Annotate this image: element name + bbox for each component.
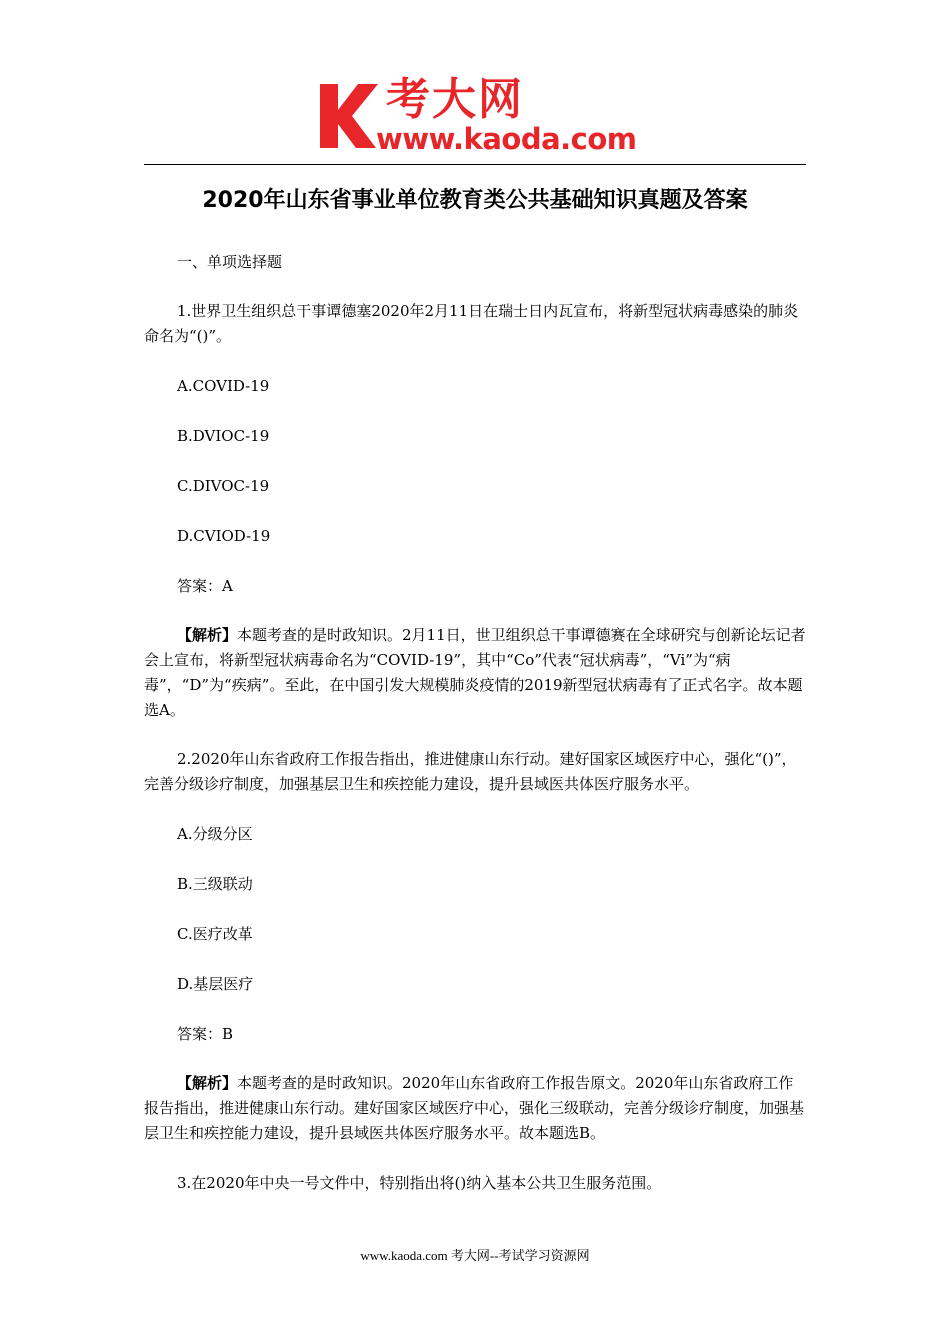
question-1-answer: 答案：A <box>177 577 233 595</box>
question-1-option-a: A.COVID-19 <box>177 377 270 395</box>
question-3-stem: 3.在2020年中央一号文件中，特别指出将()纳入基本公共卫生服务范围。 <box>177 1174 662 1192</box>
analysis-text: 本题考查的是时政知识。2020年山东省政府工作报告原文。2020年山东省政府工作报告指出，推进健康山东行动。建好国家区域医疗中心，强化三级联动，完善分级诊疗制度，加强基层卫生和疾控能力建设，提升县域医共体医疗服务水平。故本题选B。 <box>144 1074 805 1142</box>
question-2-option-c: C.医疗改革 <box>177 925 253 943</box>
question-1-option-c: C.DIVOC-19 <box>177 477 270 495</box>
question-2-option-a: A.分级分区 <box>177 825 253 843</box>
question-1-option-d: D.CVIOD-19 <box>177 527 271 545</box>
question-2-answer: 答案：B <box>177 1025 234 1043</box>
kaoda-logo <box>316 74 646 158</box>
section-heading: 一、单项选择题 <box>177 253 283 271</box>
analysis-tag: 【解析】 <box>177 1074 238 1092</box>
logo-text-cn: 考大网 <box>386 74 524 125</box>
question-2-option-d: D.基层医疗 <box>177 975 254 993</box>
question-2-analysis <box>144 1071 806 1146</box>
logo-url: www.kaoda.com <box>376 122 637 156</box>
analysis-tag: 【解析】 <box>177 626 238 644</box>
question-2-option-b: B.三级联动 <box>177 875 253 893</box>
question-1-analysis <box>144 623 806 723</box>
header-divider <box>144 164 806 165</box>
question-1-option-b: B.DVIOC-19 <box>177 427 270 445</box>
question-2-stem: 2.2020年山东省政府工作报告指出，推进健康山东行动。建好国家区域医疗中心，强化“()”，完善分级诊疗制度，加强基层卫生和疾控能力建设，提升县域医共体医疗服务水平。 <box>144 750 797 793</box>
question-1-stem: 1.世界卫生组织总干事谭德塞2020年2月11日在瑞士日内瓦宣布，将新型冠状病毒感染的肺炎命名为“()”。 <box>144 302 799 345</box>
k-logo-icon <box>316 80 380 152</box>
page-footer: www.kaoda.com 考大网--考试学习资源网 <box>360 1248 590 1263</box>
page-title: 2020年山东省事业单位教育类公共基础知识真题及答案 <box>202 188 748 213</box>
analysis-text: 本题考查的是时政知识。2月11日，世卫组织总干事谭德赛在全球研究与创新论坛记者会上宣布，将新型冠状病毒命名为“COVID-19”，其中“Co”代表“冠状病毒”，“Vi”为“病毒”，“D”为“疾病”。至此，在中国引发大规模肺炎疫情的2019新型冠状病毒有了正式名字。故本题选A。 <box>144 626 806 719</box>
